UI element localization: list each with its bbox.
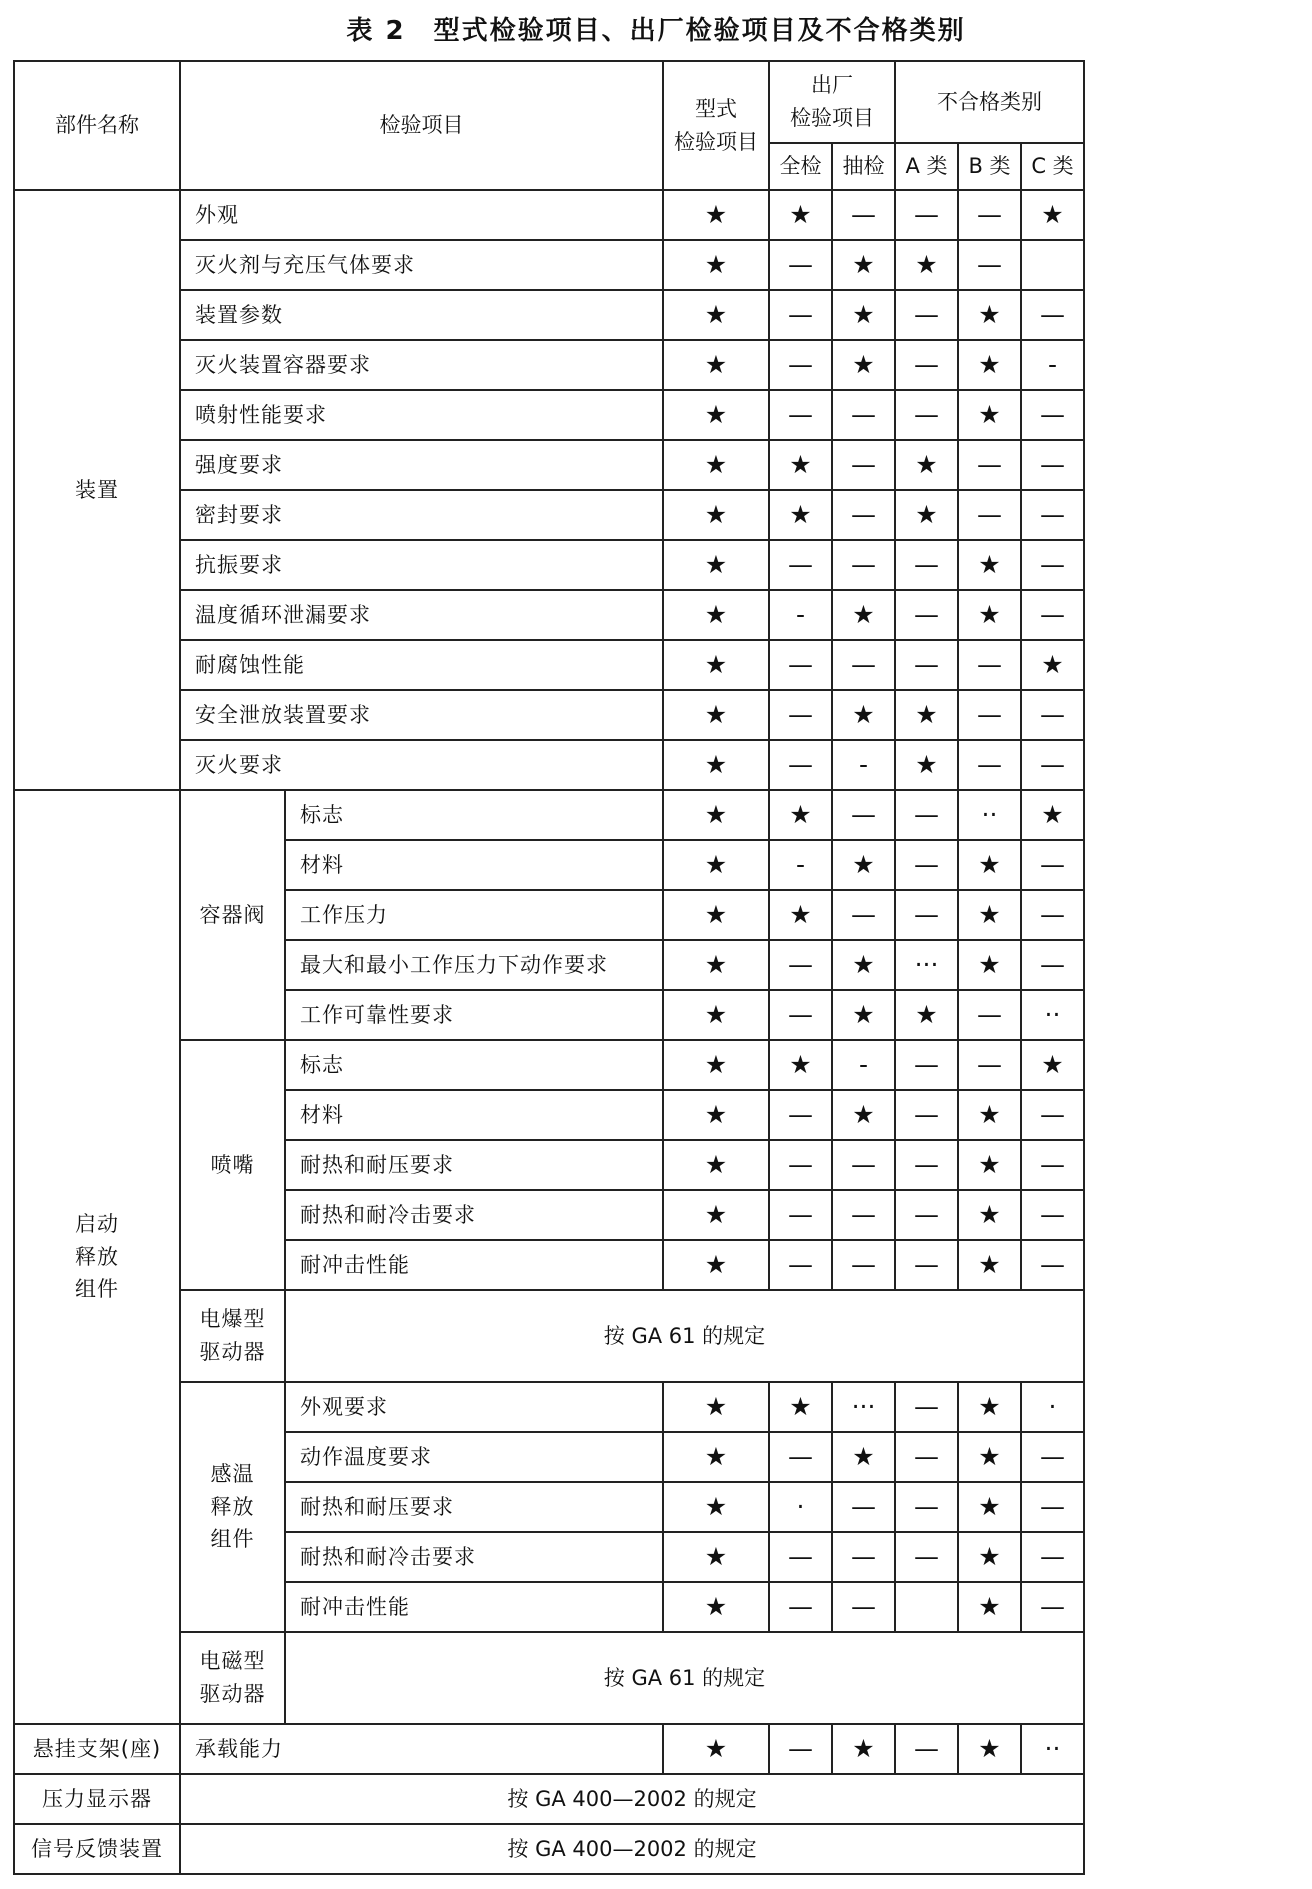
mark-cell: ★ [663, 840, 769, 890]
mark-cell: — [832, 1140, 895, 1190]
mark-cell: ★ [832, 340, 895, 390]
mark-cell: ★ [895, 240, 958, 290]
header-item: 检验项目 [180, 61, 663, 190]
mark-cell [895, 1582, 958, 1632]
mark-cell: — [769, 1140, 832, 1190]
group-electro-explosive-driver [180, 1290, 285, 1382]
spec-note: 按 GA 400—2002 的规定 [180, 1824, 1084, 1874]
mark-cell: ★ [663, 690, 769, 740]
mark-cell: ★ [958, 890, 1021, 940]
mark-cell: — [769, 1240, 832, 1290]
mark-cell: ★ [663, 1090, 769, 1140]
group-start-release-line: 启动 [75, 1212, 119, 1237]
mark-cell: — [958, 240, 1021, 290]
mark-cell: - [832, 740, 895, 790]
header-type-test-line2: 检验项目 [674, 129, 758, 154]
item-name: 温度循环泄漏要求 [180, 590, 663, 640]
table-row [14, 190, 1084, 240]
mark-cell: — [895, 290, 958, 340]
mark-cell: — [958, 640, 1021, 690]
mark-cell: ★ [958, 840, 1021, 890]
mark-cell: — [832, 540, 895, 590]
table-title: 表 2 型式检验项目、出厂检验项目及不合格类别 [346, 16, 966, 46]
mark-cell: — [1021, 690, 1084, 740]
mark-cell: ★ [663, 1240, 769, 1290]
mark-cell: — [769, 1190, 832, 1240]
mark-cell: — [832, 190, 895, 240]
mark-cell: — [895, 790, 958, 840]
mark-cell: — [769, 1582, 832, 1632]
mark-cell: ★ [663, 540, 769, 590]
item-name: 外观要求 [285, 1382, 663, 1432]
mark-cell: ★ [663, 1532, 769, 1582]
mark-cell: ★ [769, 490, 832, 540]
mark-cell: ★ [663, 1432, 769, 1482]
mark-cell: — [769, 340, 832, 390]
mark-cell: — [832, 1532, 895, 1582]
mark-cell: — [958, 690, 1021, 740]
mark-cell: ★ [958, 1382, 1021, 1432]
mark-cell: ★ [958, 540, 1021, 590]
item-name: 动作温度要求 [285, 1432, 663, 1482]
mark-cell: ★ [1021, 190, 1084, 240]
mark-cell: — [958, 440, 1021, 490]
header-part: 部件名称 [14, 61, 180, 190]
mark-cell: ·· [958, 790, 1021, 840]
mark-cell: — [832, 490, 895, 540]
item-name: 材料 [285, 840, 663, 890]
item-name: 工作可靠性要求 [285, 990, 663, 1040]
mark-cell: — [1021, 1482, 1084, 1532]
item-name: 强度要求 [180, 440, 663, 490]
mark-cell: ★ [832, 240, 895, 290]
mark-cell: ★ [769, 190, 832, 240]
mark-cell: — [1021, 1582, 1084, 1632]
table-row [14, 1774, 1084, 1824]
mark-cell: - [769, 840, 832, 890]
group-bracket: 悬挂支架(座) [14, 1724, 180, 1774]
mark-cell: — [769, 240, 832, 290]
mark-cell: ★ [1021, 1040, 1084, 1090]
mark-cell: — [832, 440, 895, 490]
header-type-test-line1: 型式 [695, 96, 737, 121]
mark-cell: — [895, 1532, 958, 1582]
mark-cell: — [895, 1432, 958, 1482]
mark-cell: ★ [958, 1724, 1021, 1774]
mark-cell: ★ [832, 690, 895, 740]
mark-cell: ★ [958, 290, 1021, 340]
item-name: 耐热和耐冷击要求 [285, 1190, 663, 1240]
mark-cell: - [1021, 340, 1084, 390]
mark-cell: — [1021, 1432, 1084, 1482]
mark-cell: ★ [663, 190, 769, 240]
group-electromagnetic-driver-line: 驱动器 [199, 1682, 266, 1706]
mark-cell: — [895, 640, 958, 690]
mark-cell: ★ [895, 440, 958, 490]
mark-cell: ★ [958, 590, 1021, 640]
mark-cell: — [769, 1724, 832, 1774]
mark-cell: — [1021, 890, 1084, 940]
table-row [14, 790, 1084, 840]
mark-cell: — [895, 390, 958, 440]
mark-cell: ★ [663, 790, 769, 840]
mark-cell: — [769, 290, 832, 340]
mark-cell: — [769, 1432, 832, 1482]
item-name: 抗振要求 [180, 540, 663, 590]
mark-cell: ★ [663, 1190, 769, 1240]
mark-cell: — [958, 1040, 1021, 1090]
mark-cell: ★ [958, 1482, 1021, 1532]
mark-cell: — [832, 890, 895, 940]
mark-cell: ★ [769, 890, 832, 940]
group-device: 装置 [14, 190, 180, 790]
item-name: 耐热和耐冷击要求 [285, 1532, 663, 1582]
mark-cell: ★ [958, 390, 1021, 440]
mark-cell: — [895, 1482, 958, 1532]
mark-cell: ★ [663, 1482, 769, 1532]
group-thermal-release [180, 1382, 285, 1632]
mark-cell: ··· [895, 940, 958, 990]
mark-cell: — [832, 390, 895, 440]
mark-cell: — [769, 1532, 832, 1582]
mark-cell: — [832, 1482, 895, 1532]
mark-cell: ★ [663, 1582, 769, 1632]
table-row [14, 1724, 1084, 1774]
group-start-release-line: 释放 [75, 1244, 119, 1269]
group-start-release-line: 组件 [75, 1277, 119, 1302]
mark-cell: ★ [832, 590, 895, 640]
mark-cell: ★ [663, 940, 769, 990]
mark-cell: ★ [895, 690, 958, 740]
item-name: 耐腐蚀性能 [180, 640, 663, 690]
mark-cell: — [895, 340, 958, 390]
item-name: 标志 [285, 790, 663, 840]
inspection-table [13, 60, 1085, 1875]
group-nozzle: 喷嘴 [180, 1040, 285, 1290]
item-name: 材料 [285, 1090, 663, 1140]
mark-cell: — [895, 1140, 958, 1190]
mark-cell: — [895, 890, 958, 940]
header-factory [769, 61, 895, 143]
mark-cell: — [895, 840, 958, 890]
mark-cell: · [769, 1482, 832, 1532]
item-name: 喷射性能要求 [180, 390, 663, 440]
item-name: 安全泄放装置要求 [180, 690, 663, 740]
header-category: 不合格类别 [895, 61, 1084, 143]
mark-cell: ★ [958, 1140, 1021, 1190]
group-signal-feedback: 信号反馈装置 [14, 1824, 180, 1874]
mark-cell: ★ [663, 390, 769, 440]
mark-cell: — [958, 490, 1021, 540]
mark-cell: ★ [663, 340, 769, 390]
mark-cell: ★ [769, 440, 832, 490]
mark-cell: ★ [663, 1382, 769, 1432]
mark-cell: ★ [769, 1040, 832, 1090]
mark-cell: — [1021, 590, 1084, 640]
mark-cell: ★ [663, 590, 769, 640]
group-start-release [14, 790, 180, 1724]
mark-cell: — [1021, 1532, 1084, 1582]
mark-cell: — [958, 990, 1021, 1040]
mark-cell: — [1021, 740, 1084, 790]
group-electromagnetic-driver [180, 1632, 285, 1724]
mark-cell: ★ [958, 1432, 1021, 1482]
mark-cell: — [1021, 390, 1084, 440]
header-full: 全检 [769, 143, 832, 190]
mark-cell: — [958, 190, 1021, 240]
mark-cell: — [895, 1040, 958, 1090]
mark-cell: ★ [663, 740, 769, 790]
mark-cell: ★ [832, 840, 895, 890]
mark-cell: ★ [958, 940, 1021, 990]
mark-cell: — [895, 1382, 958, 1432]
mark-cell: — [895, 1190, 958, 1240]
mark-cell: ★ [895, 740, 958, 790]
item-name: 灭火装置容器要求 [180, 340, 663, 390]
mark-cell: — [895, 590, 958, 640]
mark-cell: — [832, 1582, 895, 1632]
mark-cell: — [1021, 1190, 1084, 1240]
item-name: 耐冲击性能 [285, 1582, 663, 1632]
mark-cell: ★ [663, 290, 769, 340]
mark-cell: — [769, 390, 832, 440]
mark-cell: — [1021, 840, 1084, 890]
group-electromagnetic-driver-line: 电磁型 [199, 1649, 266, 1674]
mark-cell: ★ [832, 990, 895, 1040]
mark-cell: ★ [832, 1724, 895, 1774]
header-b: B 类 [958, 143, 1021, 190]
mark-cell: ★ [663, 1040, 769, 1090]
mark-cell: — [895, 540, 958, 590]
group-pressure-display: 压力显示器 [14, 1774, 180, 1824]
mark-cell: — [769, 990, 832, 1040]
mark-cell: — [895, 190, 958, 240]
header-factory-line1: 出厂 [811, 73, 853, 98]
mark-cell: — [958, 740, 1021, 790]
header-sample: 抽检 [832, 143, 895, 190]
mark-cell: — [1021, 540, 1084, 590]
mark-cell: ★ [769, 790, 832, 840]
header-c: C 类 [1021, 143, 1084, 190]
spec-note: 按 GA 61 的规定 [285, 1290, 1084, 1382]
mark-cell: - [769, 590, 832, 640]
group-electro-explosive-driver-line: 电爆型 [199, 1307, 266, 1332]
item-name: 最大和最小工作压力下动作要求 [285, 940, 663, 990]
item-name: 耐冲击性能 [285, 1240, 663, 1290]
mark-cell: — [769, 740, 832, 790]
item-name: 外观 [180, 190, 663, 240]
item-name: 耐热和耐压要求 [285, 1482, 663, 1532]
mark-cell: ★ [895, 990, 958, 1040]
mark-cell: — [832, 790, 895, 840]
mark-cell: ★ [663, 1724, 769, 1774]
item-name: 标志 [285, 1040, 663, 1090]
mark-cell: ★ [958, 1190, 1021, 1240]
mark-cell: — [895, 1090, 958, 1140]
mark-cell: ★ [663, 490, 769, 540]
mark-cell: — [769, 640, 832, 690]
mark-cell: ★ [1021, 640, 1084, 690]
table-row [14, 1824, 1084, 1874]
mark-cell: ★ [1021, 790, 1084, 840]
mark-cell: ★ [663, 890, 769, 940]
mark-cell: ★ [663, 990, 769, 1040]
group-thermal-release-line: 感温 [210, 1462, 255, 1487]
mark-cell: — [769, 940, 832, 990]
mark-cell: — [1021, 290, 1084, 340]
mark-cell: — [895, 1724, 958, 1774]
item-name: 灭火要求 [180, 740, 663, 790]
item-name: 装置参数 [180, 290, 663, 340]
mark-cell: ★ [769, 1382, 832, 1432]
mark-cell: — [832, 1240, 895, 1290]
mark-cell [1021, 240, 1084, 290]
mark-cell: ★ [958, 1090, 1021, 1140]
mark-cell: ★ [663, 240, 769, 290]
mark-cell: — [769, 1090, 832, 1140]
header-type-test [663, 61, 769, 190]
mark-cell: ★ [663, 1140, 769, 1190]
mark-cell: ★ [958, 1532, 1021, 1582]
mark-cell: — [769, 540, 832, 590]
mark-cell: · [1021, 1382, 1084, 1432]
item-name: 耐热和耐压要求 [285, 1140, 663, 1190]
spec-note: 按 GA 400—2002 的规定 [180, 1774, 1084, 1824]
mark-cell: — [769, 690, 832, 740]
mark-cell: — [1021, 1140, 1084, 1190]
item-name: 灭火剂与充压气体要求 [180, 240, 663, 290]
header-a: A 类 [895, 143, 958, 190]
group-valve: 容器阀 [180, 790, 285, 1040]
mark-cell: — [832, 1190, 895, 1240]
group-thermal-release-line: 组件 [210, 1527, 255, 1552]
mark-cell: ★ [832, 1432, 895, 1482]
mark-cell: — [832, 640, 895, 690]
mark-cell: ★ [958, 1582, 1021, 1632]
mark-cell: — [1021, 1240, 1084, 1290]
group-thermal-release-line: 释放 [210, 1494, 255, 1519]
spec-note: 按 GA 61 的规定 [285, 1632, 1084, 1724]
mark-cell: ★ [958, 1240, 1021, 1290]
mark-cell: ★ [832, 1090, 895, 1140]
item-name: 承载能力 [180, 1724, 663, 1774]
mark-cell: ★ [895, 490, 958, 540]
mark-cell: ★ [663, 640, 769, 690]
mark-cell: — [1021, 440, 1084, 490]
header-factory-line2: 检验项目 [790, 106, 874, 130]
mark-cell: ★ [663, 440, 769, 490]
item-name: 密封要求 [180, 490, 663, 540]
mark-cell: ·· [1021, 1724, 1084, 1774]
group-electro-explosive-driver-line: 驱动器 [199, 1340, 266, 1364]
mark-cell: - [832, 1040, 895, 1090]
item-name: 工作压力 [285, 890, 663, 940]
mark-cell: — [895, 1240, 958, 1290]
mark-cell: ·· [1021, 990, 1084, 1040]
mark-cell: ★ [958, 340, 1021, 390]
mark-cell: — [1021, 490, 1084, 540]
mark-cell: — [1021, 940, 1084, 990]
mark-cell: ★ [832, 940, 895, 990]
mark-cell: ··· [832, 1382, 895, 1432]
mark-cell: — [1021, 1090, 1084, 1140]
mark-cell: ★ [832, 290, 895, 340]
